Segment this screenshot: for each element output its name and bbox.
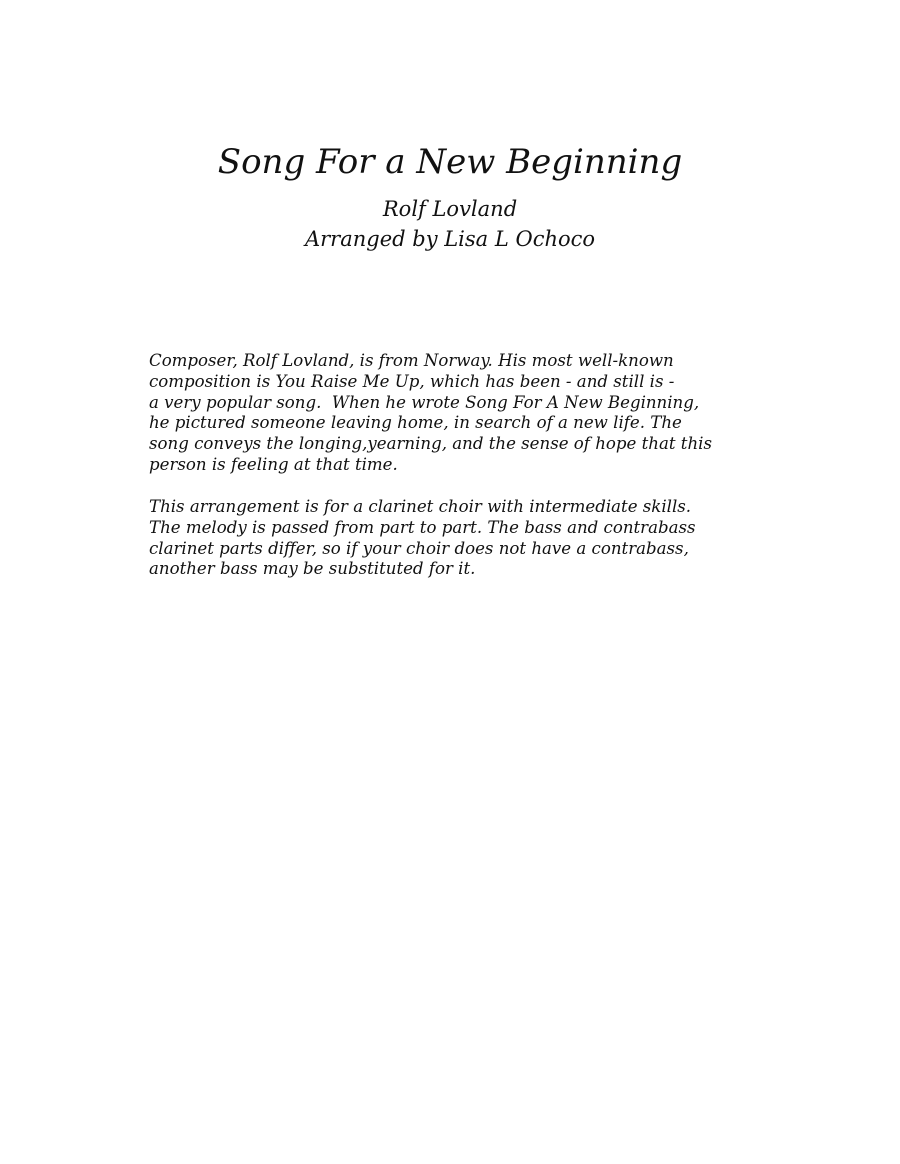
paragraph-line: clarinet parts differ, so if your choir does not have a contrabass,	[149, 538, 689, 558]
arranger-credit: Arranged by Lisa L Ochoco	[304, 227, 596, 251]
paragraph-line: The melody is passed from part to part. The bass and contrabass	[149, 517, 696, 537]
paragraph-line: another bass may be substituted for it.	[149, 559, 476, 579]
document-title: Song For a New Beginning	[217, 142, 683, 182]
paragraph-line: person is feeling at that time.	[149, 454, 398, 474]
paragraph-line: Composer, Rolf Lovland, is from Norway. His most well-known	[149, 351, 674, 370]
paragraph-line: This arrangement is for a clarinet choir with intermediate skills.	[149, 497, 692, 516]
composer-bio-paragraph	[149, 351, 769, 476]
paragraph-line: he pictured someone leaving home, in search of a new life. The	[149, 413, 682, 433]
paragraph-line: song conveys the longing,yearning, and the sense of hope that this	[149, 434, 712, 454]
arrangement-notes-paragraph	[149, 497, 769, 580]
composer-name: Rolf Lovland	[382, 197, 518, 221]
paragraph-line: composition is You Raise Me Up, which has been - and still is -	[149, 371, 675, 391]
paragraph-line: a very popular song. When he wrote Song For A New Beginning,	[149, 392, 700, 412]
